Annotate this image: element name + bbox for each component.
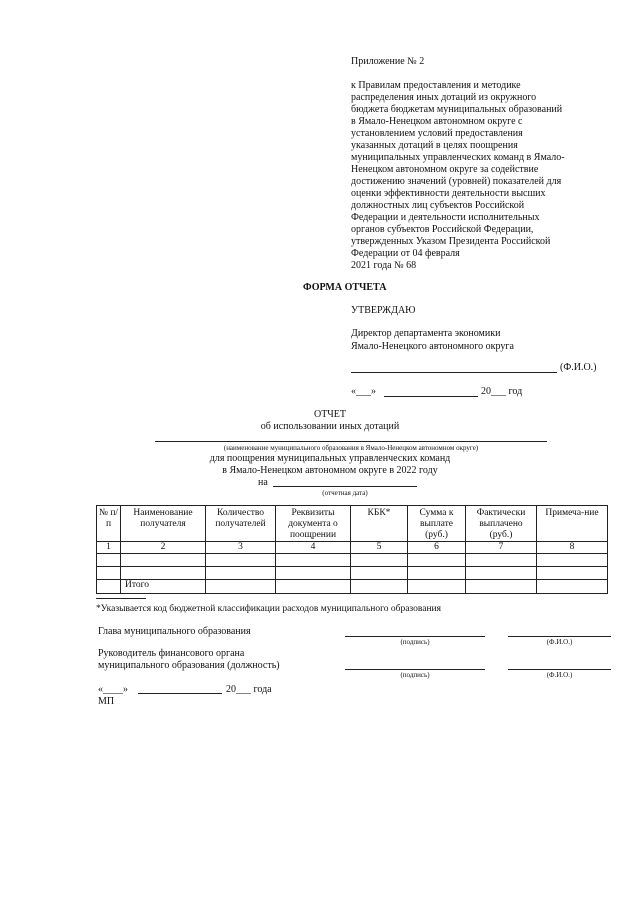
report-table xyxy=(96,505,608,594)
footnote: *Указывается код бюджетной классификации расходов муниципального образования xyxy=(96,604,441,614)
table-cell xyxy=(408,567,466,580)
table-cell xyxy=(351,554,408,567)
head-label: Глава муниципального образования xyxy=(98,626,251,637)
header-cell-kbk: КБК* xyxy=(351,506,408,542)
column-number: 5 xyxy=(351,542,408,554)
head-fio-caption: (Ф.И.О.) xyxy=(546,638,573,646)
column-number: 4 xyxy=(276,542,351,554)
head-fio-line xyxy=(508,636,611,637)
sign-date-year: 20___ года xyxy=(226,684,272,695)
report-purpose-line1: для поощрения муниципальных управленческих команд xyxy=(209,453,451,464)
table-total-row xyxy=(97,580,608,594)
finance-label-line1: Руководитель финансового органа xyxy=(98,648,245,659)
annex-line: к Правилам предоставления и методике xyxy=(351,80,521,91)
head-signature-caption: (подпись) xyxy=(400,638,430,646)
report-on-label: на xyxy=(258,477,268,488)
approval-position-line1: Директор департамента экономики xyxy=(351,328,501,339)
annex-line: распределения иных дотаций из окружного xyxy=(351,92,537,103)
table-row xyxy=(97,567,608,580)
finance-signature-line xyxy=(345,669,485,670)
table-cell xyxy=(97,567,121,580)
header-cell-amount-due: Сумма к выплате (руб.) xyxy=(408,506,466,542)
approval-date-day: «___» xyxy=(351,386,376,397)
table-cell xyxy=(537,567,608,580)
annex-title: Приложение № 2 xyxy=(351,56,425,67)
annex-line: должностных лиц субъектов Российской xyxy=(351,200,525,211)
table-cell xyxy=(97,554,121,567)
finance-signature-caption: (подпись) xyxy=(400,671,430,679)
report-date-line xyxy=(273,486,417,487)
report-date-caption: (отчетная дата) xyxy=(322,489,368,497)
report-purpose-line2: в Ямало-Ненецком автономном округе в 2022 году xyxy=(222,465,438,476)
approval-date-year: 20___ год xyxy=(481,386,523,397)
annex-line: Ненецком автономном округе за содействие xyxy=(351,164,539,175)
stamp-label: МП xyxy=(98,696,115,707)
annex-line: утвержденных Указом Президента Российской xyxy=(351,236,551,247)
table-cell xyxy=(408,554,466,567)
column-number: 3 xyxy=(206,542,276,554)
finance-fio-line xyxy=(508,669,611,670)
table-cell xyxy=(466,567,537,580)
table-cell xyxy=(537,580,608,594)
municipality-line xyxy=(155,441,547,442)
form-title: ФОРМА ОТЧЕТА xyxy=(303,282,387,293)
table-cell xyxy=(206,567,276,580)
sign-date-month-line xyxy=(138,693,222,694)
report-subtitle: об использовании иных дотаций xyxy=(260,421,400,432)
column-number: 1 xyxy=(97,542,121,554)
annex-line: достижению значений (уровней) показателей для xyxy=(351,176,562,187)
footnote-separator xyxy=(96,598,146,599)
finance-label-line2: муниципального образования (должность) xyxy=(98,660,280,671)
annex-line: установлением условий предоставления xyxy=(351,128,523,139)
annex-line: в Ямало-Ненецком автономном округе с xyxy=(351,116,523,127)
annex-line: Федерации и деятельности исполнительных xyxy=(351,212,540,223)
approval-fio-line xyxy=(351,372,557,373)
table-cell xyxy=(466,554,537,567)
table-cell xyxy=(97,580,121,594)
table-cell xyxy=(466,580,537,594)
table-cell xyxy=(206,554,276,567)
sign-date-day: «____» xyxy=(98,684,128,695)
column-number: 7 xyxy=(466,542,537,554)
annex-line: органов субъектов Российской Федерации, xyxy=(351,224,534,235)
table-cell xyxy=(121,554,206,567)
head-signature-line xyxy=(345,636,485,637)
approval-fio-caption: (Ф.И.О.) xyxy=(560,362,597,373)
annex-line: 2021 года № 68 xyxy=(351,260,417,271)
annex-line: Федерации от 04 февраля xyxy=(351,248,460,259)
table-cell xyxy=(537,554,608,567)
table-cell xyxy=(351,580,408,594)
table-header-row xyxy=(97,506,608,542)
table-cell xyxy=(206,580,276,594)
annex-line: муниципальных управленческих команд в Ямало- xyxy=(351,152,565,163)
total-label: Итого xyxy=(121,580,206,594)
header-cell-recipient: Наименование получателя xyxy=(121,506,206,542)
header-cell-note: Примеча-ние xyxy=(537,506,608,542)
approval-position-line2: Ямало-Ненецкого автономного округа xyxy=(351,341,514,352)
column-number: 2 xyxy=(121,542,206,554)
column-number: 6 xyxy=(408,542,466,554)
table-cell xyxy=(121,567,206,580)
table-number-row xyxy=(97,542,608,554)
header-cell-amount-paid: Фактически выплачено (руб.) xyxy=(466,506,537,542)
table-cell xyxy=(408,580,466,594)
municipality-caption: (наименование муниципального образования в Ямало-Ненецком автономном округе) xyxy=(223,444,479,452)
approval-approve: УТВЕРЖДАЮ xyxy=(351,305,416,316)
annex-line: бюджета бюджетам муниципальных образований xyxy=(351,104,563,115)
annex-line: оценки эффективности деятельности высших xyxy=(351,188,546,199)
annex-line: указанных дотаций в целях поощрения xyxy=(351,140,518,151)
column-number: 8 xyxy=(537,542,608,554)
table-cell xyxy=(351,567,408,580)
annex-block xyxy=(351,56,606,272)
header-cell-number: № п/п xyxy=(97,506,121,542)
header-cell-document: Реквизиты документа о поощрении xyxy=(276,506,351,542)
table-cell xyxy=(276,580,351,594)
table-cell xyxy=(276,567,351,580)
approval-date-month-line xyxy=(384,396,478,397)
table-cell xyxy=(276,554,351,567)
header-cell-count: Количество получателей xyxy=(206,506,276,542)
report-title: ОТЧЕТ xyxy=(313,409,347,420)
table-row xyxy=(97,554,608,567)
finance-fio-caption: (Ф.И.О.) xyxy=(546,671,573,679)
